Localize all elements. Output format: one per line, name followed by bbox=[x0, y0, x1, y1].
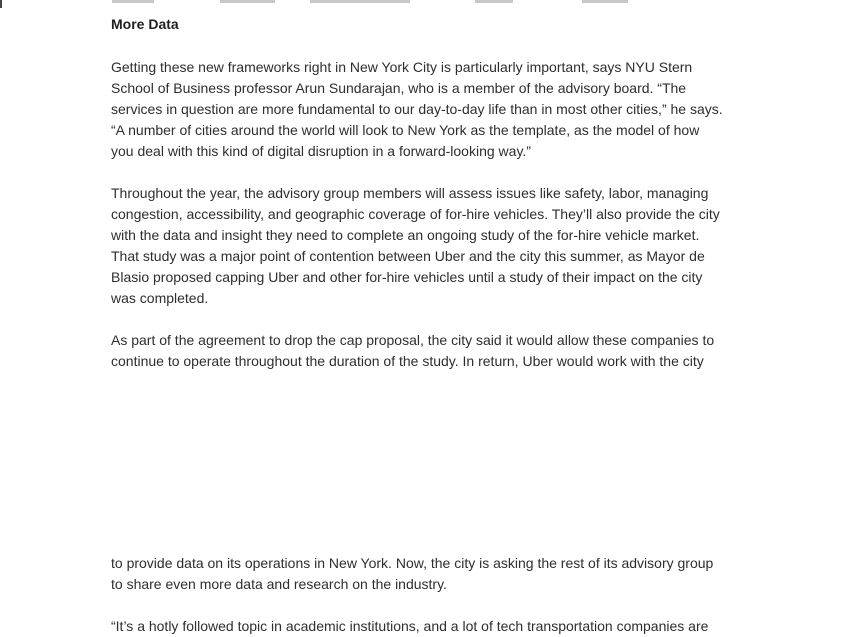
text-line: was completed. bbox=[111, 290, 209, 306]
cropped-text-fragment bbox=[220, 0, 275, 3]
paragraph-5 bbox=[111, 616, 761, 637]
cropped-previous-line bbox=[110, 0, 670, 6]
paragraph-2 bbox=[111, 183, 761, 309]
paragraph-3 bbox=[111, 330, 761, 372]
cropped-text-fragment bbox=[112, 0, 154, 3]
text-line: to provide data on its operations in New York. Now, the city is asking the rest of its advisory group bbox=[111, 555, 714, 571]
text-line: As part of the agreement to drop the cap proposal, the city said it would allow these companies to bbox=[111, 332, 715, 348]
paragraph-1 bbox=[111, 57, 761, 162]
text-line: to share even more data and research on the industry. bbox=[111, 576, 447, 592]
text-line: you deal with this kind of digital disruption in a forward-looking way.” bbox=[111, 143, 531, 159]
text-line: Blasio proposed capping Uber and other for-hire vehicles until a study of their impact on the city bbox=[111, 269, 703, 285]
cropped-text-fragment bbox=[475, 0, 513, 3]
text-line: Getting these new frameworks right in New York City is particularly important, says NYU Stern bbox=[111, 59, 693, 75]
text-line: Throughout the year, the advisory group members will assess issues like safety, labor, managing bbox=[111, 185, 709, 201]
paragraph-4 bbox=[111, 553, 761, 595]
text-line: continue to operate throughout the duration of the study. In return, Uber would work with the city bbox=[111, 353, 704, 369]
text-line: School of Business professor Arun Sundarajan, who is a member of the advisory board. “The bbox=[111, 80, 687, 96]
section-heading: More Data bbox=[111, 16, 179, 32]
text-line: That study was a major point of contention between Uber and the city this summer, as Mayor de bbox=[111, 248, 705, 264]
page-edge-marker bbox=[0, 0, 2, 8]
cropped-text-fragment bbox=[582, 0, 628, 3]
text-line: “It’s a hotly followed topic in academic institutions, and a lot of tech transportation companies are bbox=[111, 618, 709, 634]
text-line: with the data and insight they need to complete an ongoing study of the for-hire vehicle market. bbox=[111, 227, 700, 243]
text-line: congestion, accessibility, and geographic coverage of for-hire vehicles. They’ll also provide the city bbox=[111, 206, 720, 222]
cropped-text-fragment bbox=[310, 0, 410, 3]
text-line: services in question are more fundamental to our day-to-day life than in most other cities,” he says. bbox=[111, 101, 723, 117]
text-line: “A number of cities around the world will look to New York as the template, as the model of how bbox=[111, 122, 700, 138]
